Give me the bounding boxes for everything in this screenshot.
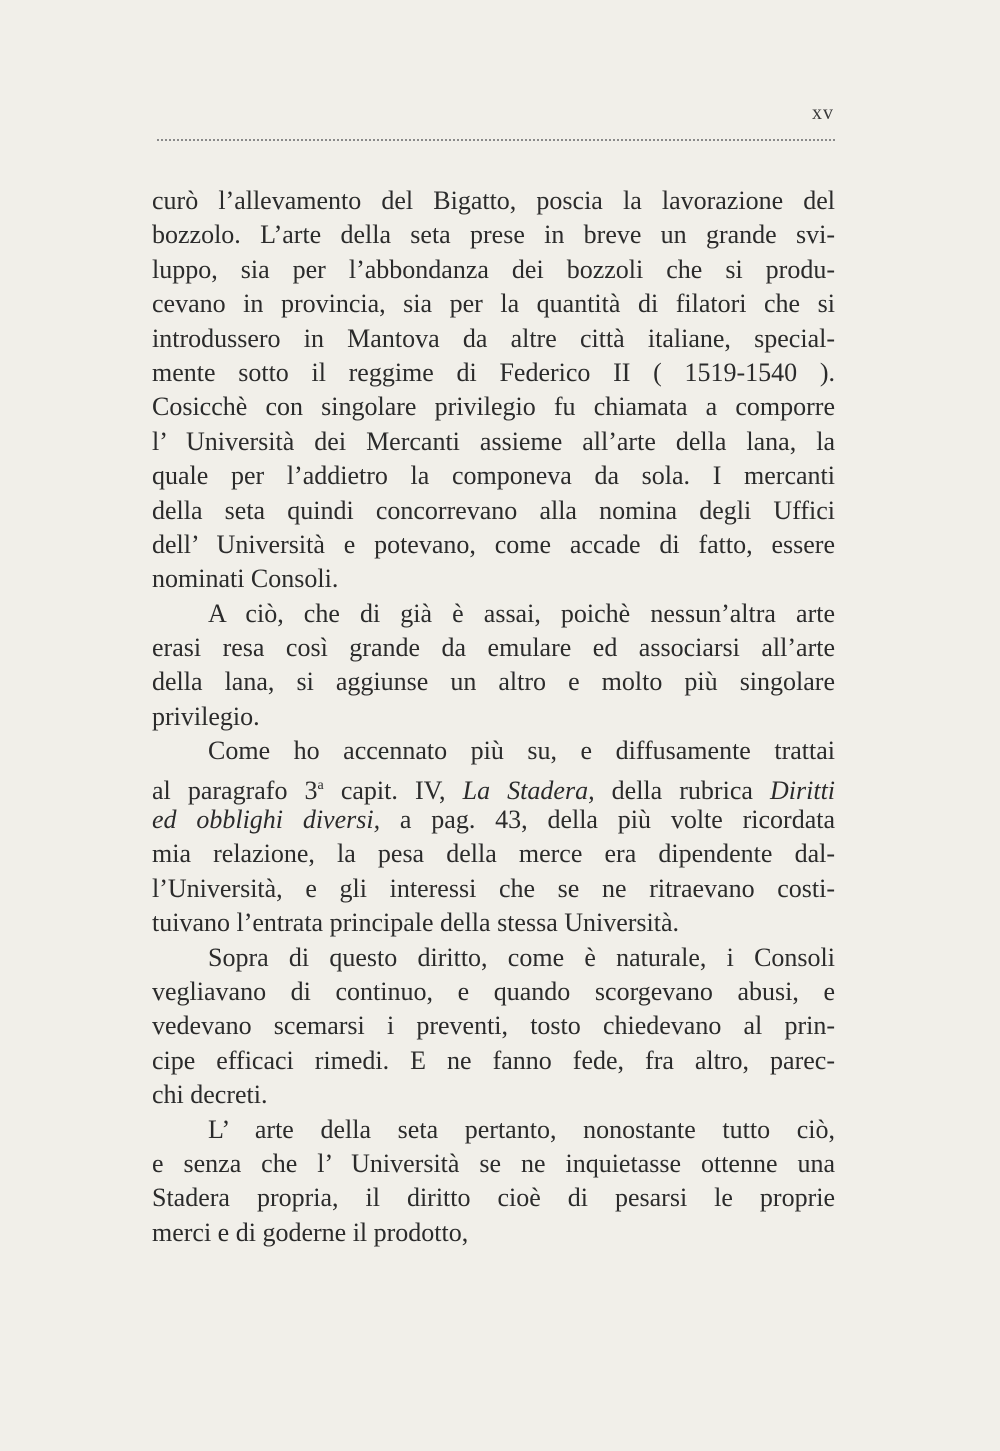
text-line: dell’ Università e potevano, come accade di fatto, essere: [152, 529, 835, 559]
text-segment: a pag. 43, della più volte ricordata: [380, 805, 835, 835]
text-line: luppo, sia per l’abbondanza dei bozzoli che si produ-: [152, 254, 835, 284]
text-line: privilegio.: [152, 701, 260, 731]
text-segment: al paragrafo 3: [152, 775, 318, 805]
text-line: e senza che l’ Università se ne inquietasse ottenne una: [152, 1148, 835, 1178]
text-line: mia relazione, la pesa della merce era dipendente dal-: [152, 839, 835, 869]
text-line: mente sotto il reggime di Federico II ( 1519-1540 ).: [152, 357, 835, 387]
text-line: Sopra di questo diritto, come è naturale, i Consoli: [208, 942, 835, 972]
page-number: xv: [812, 102, 834, 124]
text-line: cevano in provincia, sia per la quantità di filatori che si: [152, 289, 835, 319]
text-line: l’ Università dei Mercanti assieme all’arte della lana, la: [152, 426, 835, 456]
text-line: Come ho accennato più su, e diffusamente trattai: [208, 736, 835, 766]
text-line: cipe efficaci rimedi. E ne fanno fede, fra altro, parec-: [152, 1045, 835, 1075]
text-line: bozzolo. L’arte della seta prese in breve un grande svi-: [152, 220, 835, 250]
text-line: della seta quindi concorrevano alla nomina degli Uffici: [152, 495, 835, 525]
text-line: vedevano scemarsi i preventi, tosto chiedevano al prin-: [152, 1011, 835, 1041]
body-text: [152, 184, 835, 1250]
header-rule: [157, 139, 835, 141]
text-line: Cosicchè con singolare privilegio fu chiamata a comporre: [152, 392, 835, 422]
text-line: [152, 803, 835, 837]
text-line: erasi resa così grande da emulare ed associarsi all’arte: [152, 633, 835, 663]
text-line: merci e di goderne il prodotto,: [152, 1217, 469, 1247]
text-line: [152, 769, 835, 803]
text-line: della lana, si aggiunse un altro e molto più singolare: [152, 667, 835, 697]
text-line: curò l’allevamento del Bigatto, poscia la lavorazione del: [152, 186, 835, 215]
text-line: A ciò, che di già è assai, poichè nessun’altra arte: [208, 598, 835, 628]
italic-text: Diritti: [770, 775, 836, 805]
italic-text: La Stadera,: [462, 775, 595, 805]
italic-text: ed obblighi diversi,: [152, 805, 381, 835]
text-line: quale per l’addietro la componeva da sola. I mercanti: [152, 461, 835, 491]
superscript: a: [317, 777, 324, 793]
text-line: vegliavano di continuo, e quando scorgevano abusi, e: [152, 976, 835, 1006]
text-line: chi decreti.: [152, 1080, 268, 1110]
text-segment: della rubrica: [594, 775, 770, 805]
text-line: nominati Consoli.: [152, 564, 339, 594]
text-line: tuivano l’entrata principale della stessa Università.: [152, 908, 680, 938]
text-segment: capit. IV,: [323, 775, 463, 805]
text-line: Stadera propria, il diritto cioè di pesarsi le proprie: [152, 1183, 835, 1213]
text-line: introdussero in Mantova da altre città italiane, special-: [152, 323, 835, 353]
text-line: L’ arte della seta pertanto, nonostante tutto ciò,: [208, 1114, 835, 1144]
text-line: l’Università, e gli interessi che se ne ritraevano costi-: [152, 873, 835, 903]
